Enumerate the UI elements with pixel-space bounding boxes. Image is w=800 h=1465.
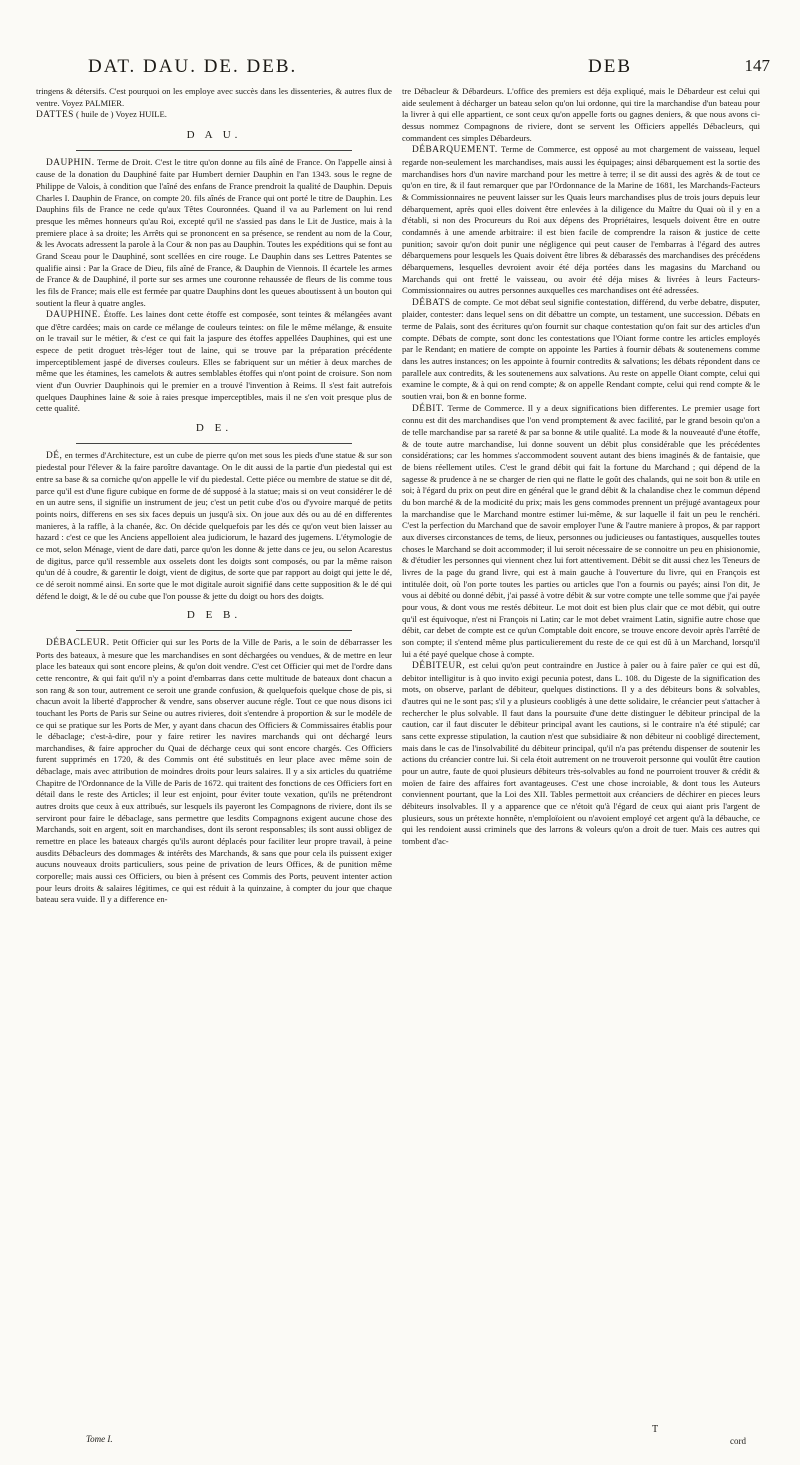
- entry-headword: DÉBIT.: [412, 403, 445, 414]
- entry-text: en termes d'Architecture, est un cube de pierre qu'on met sous les pieds d'une statue & sur son piedestal pour l'élever & la faire paroître davantage. On le dit aussi de la partie d'un piedestal qui est entre sa base & sa corniche qu'on appelle le vif du piedestal. Cette piéce ou membre de statue se dit dé, parce qu'il est d'une figure cubique en forme de dé supposé à la statue; mais si on veut considérer le dé en un autre sens, il signifie un instrument de jeu; c'est un petit cube d'os ou d'yvoire marqué de petits points noirs, differens en ses six faces depuis un jusqu'à six. On joue aux dés ou au dé en differentes manieres, à la raffle, à la chanée, &c. On décide quelquefois par les dés ce qu'on veut bien laisser au hazard : c'est ce que les Anciens appelloient alea judiciorum, le hazard des jugemens. L'étymologie de ce mot, selon Ménage, vient de dare dati, parce qu'on les donne & jette dans ce jeu, ou selon Acarestus de digitus, parce qu'il ressemble aux osselets dont les doigts sont composés, ou par la même raison qu'un dé à coudre, & garentir le doigt, vient de digitus, de sorte que par rapport au doigt qui jette le dé, ce dé seroit nommé ainsi. En sorte que le mot digitale auroit signifié dans cette supposition & le dé qui défend le doigt, & le dé ou cube que l'on pousse & jette du doigt ou hors des doigts.: [36, 449, 392, 601]
- dictionary-entry: [402, 297, 760, 403]
- entry-headword: DÉBARQUEMENT.: [412, 145, 498, 156]
- entry-headword: DÉ,: [46, 450, 63, 461]
- entry-text: est celui qu'on peut contraindre en Justice à païer ou à faire païer ce qui est dû, debitor intelligitur is à quo invito exigi pecunia potest, dans L. 108. du Digeste de la signification des mots, on observe, parlant de débiteur, quelques distinctions. Il y a des débiteurs bons & solvables, d'autres qui ne le sont pas; s'il y a plusieurs coobligés à une dette solidaire, le créancier peut s'attacher à rechercher le plus solvable. Il faut dans la poursuite d'une dette distinguer le débiteur principal de la caution, car il faut discuter le débiteur principal avant les cautions, si le contraire n'a été stipulé; car sans cette expresse stipulation, la caution n'est que subsidiaire & non débiteur ni coobligé directement, mais dans le cas de l'insolvabilité du débiteur principal, qu'il n'a pas prétendu dispenser de soutenir les actions du créancier contre lui. Si cela étoit autrement on ne trouveroit personne qui voulût être caution pour un autre, faute de quoi plusieurs débiteurs très-solvables au fond ne pourroient trouver & crédit & moïen de faire des affaires fort avantageuses. C'est une chose incroiable, & dont tous les Auteurs conviennent pourtant, que la Loi des XII. Tables permettoit aux créanciers de déchirer en pieces leurs débiteurs insolvables. Il y a apparence que ce n'étoit qu'à l'égard de ceux qui aiant pris l'argent de plusieurs, sous un prétexte honnête, n'emploïoient ou n'avoient employé cet argent qu'à la débauche, ce qui les rendoient aussi criminels que des larrons & voleurs qu'on a droit de tuer. Mais ces autres qui tombent d'ac-: [402, 660, 760, 846]
- page-number: 147: [744, 56, 770, 75]
- section-heading: D A U.: [186, 128, 242, 141]
- entry-text: Terme de Droit. C'est le titre qu'on donne au fils aîné de France. On l'appelle ainsi à cause de la donation du Dauphiné faite par Humbert dernier Dauphin en l'an 1343. sous le regne de Philippe de Valois, à condition que l'aîné des enfans de France prendroit la qualité de Dauphin. Depuis Charles I. Dauphin de France, on compte 20. fils aînés de France qui ont porté le titre de Dauphin. Les Dauphins fils de France ne cede qu'aux Têtes Couronnées. Quand il va au Parlement on lui rend presque les mêmes honneurs qu'au Roi, excepté qu'il ne s'assied pas dans le Lit de Justice, mais à la premiere place à sa droite; les Arrêts qui se prononcent en sa présence, se rendent au nom de la Cour, & les Avocats adressent la parole à la Cour & non pas au Dauphin. Toutes les expéditions qui se font au Grand Sceau pour le Dauphiné, sont scellées en cire rouge. Le Dauphin dans ses Lettres Patentes se qualifie ainsi : Par la Grace de Dieu, fils aîné de France, & Dauphin de Viennois. Il écartele les armes de France & de Dauphiné, il porte sur ses armes une couronne rehaussée de fleurs de lis comme tous les fils de France; mais elle est fermée par quatre Dauphins dont les queues aboutissent à un bouton qui soutient la fleur à quatre angles.: [36, 156, 392, 308]
- running-header: [40, 56, 770, 84]
- entry-text: ( huile de ) Voyez HUILE.: [73, 109, 167, 120]
- entry-text: Petit Officier qui sur les Ports de la Ville de Paris, a le soin de débarrasser les Ports des bateaux, à mesure que les marchandises en sont déchargées ou vendues, & de mettre en leur place les bateaux qui sont encore pleins, & qu'on doit vendre. C'est cet Officier qui met de l'ordre dans cette rencontre, & qui fait qu'il n'y a point d'embarras dans cette multitude de bateaux dont chacun a son rang & son tour, autrement ce seroit une grande confusion, & quelquefois quelque chose de pis, si chacun avoit la liberté d'approcher & vendre, sans observer aucune régle. Tout ce que nous disons ici touchant les Ports de Paris sur Seine ou autres rivieres, doit s'entendre à proportion & sur le modéle de ce qui se pratique sur les Ports de Mer, y ayant dans chacun des Officiers & Commissaires établis pour le débaclage; c'est-à-dire, pour y faire retirer les navires marchands qui ont déchargé leurs marchandises, & faire approcher du Quai de décharge ceux qui sont encore chargés. Ces Officiers furent supprimés en 1720, & des Commis ont été substitués en leur place avec même soin de débaclage, mais avec attribution de moindres droits pour leurs salaires. Il y a six articles du quatriéme Chapitre de l'Ordonnance de la Ville de Paris de 1672. qui traitent des fonctions de ces Officiers fort en détail dans le reste des Articles; il leur est enjoint, pour éviter toute vexation, qu'ils ne prétendront autres droits que ceux à eux attribués, sur lesquels ils payeront les Compagnons de riviere, dont ils se serviront pour faire le débaclage, sans permettre que lesdits Compagnons exigent aucune chose des Marchands, soit en argent, soit en marchandises, dont ils seront responsables; ils sont aussi obligez de remettre en place les bateaux chargés qu'ils auront déplacés pour faciliter leur propre travail, à peine ausdits Débacleurs des dommages & intérêts des Marchands, & sans que pour cela ils puissent exiger aucuns nouveaux droits particuliers, sous peine de privation de leurs Offices, & de punition même corporelle; mais aussi ces Officiers, ou bien à présent ces Commis des Ports, peuvent intenter action pour leurs droits & salaires légitimes, ce qui est réduit à la quinzaine, à compter du jour que chaque bateau sera vuide. Il y a difference en-: [36, 636, 392, 905]
- section-rule: [76, 150, 352, 151]
- entry-headword: DAUPHIN.: [46, 157, 95, 168]
- entry-headword: DÉBITEUR,: [412, 661, 466, 672]
- header-left: DAT. DAU. DE. DEB.: [88, 56, 298, 77]
- entry-text: de compte. Ce mot débat seul signifie contestation, différend, du verbe debatre, disputer, plaider, contester: dans lequel sens on dit débattre un compte, un testament, une succession. Débats en terme de Palais, sont des écritures qu'on fournit sur chaque contestation qu'on fait sur des articles d'un compte. Débats de compte, sont donc les contestations que l'Oiant forme contre les articles employés par le Rendant; en matiere de compte on appointe les Parties à fournir débats & soutenemens comme dans les autres instances; on les appointe à fournir contredits & salvations; les débats répondent dans ce parallele aux contredits, & les soutenemens aux salvations. Au reste on appelle Oiant compte, celui qui examine le compte, & à qui on rend compte; & on appelle Rendant compte, celui qui rend compte & le soutien vrai, bon & en bonne forme.: [402, 296, 760, 402]
- tome-label: Tome I.: [86, 1434, 113, 1444]
- dictionary-entry: [402, 403, 760, 660]
- dictionary-entry: [36, 157, 392, 310]
- entry-headword: DÉBACLEUR.: [46, 637, 110, 648]
- dictionary-entry: [402, 144, 760, 297]
- dictionary-entry: [36, 86, 392, 109]
- dictionary-entry: [36, 637, 392, 906]
- left-column: [36, 86, 392, 906]
- header-right: DEB: [588, 56, 632, 77]
- entry-text: tringens & détersifs. C'est pourquoi on les employe avec succès dans les dissenteries, & autres flux de ventre. Voyez PALMIER.: [36, 86, 392, 108]
- right-column: [402, 86, 760, 848]
- dictionary-entry: [402, 660, 760, 848]
- entry-headword: DATTES: [36, 110, 74, 121]
- entry-text: Terme de Commerce. Il y a deux significations bien differentes. Le premier usage fort connu est dit des marchandises que l'on vend promptement & avec facilité, par le grand besoin qu'on a de telle marchandise par sa rareté & par sa bonne & utile qualité. La mode & la nouveauté d'une étoffe, & de toute autre marchandise, lui donne souvent un débit plus considérable que les précédentes considérations; car les hommes s'accommodent souvent autant des biens imaginés & de fantaisie, que de biens réellement utiles. C'est le grand débit qui fait la fortune du Marchand ; qui dépend de la sagesse & prudence à ne se charger de rien qui ne flatte le goût des chalands, qui ne soit bon & utile en soi; à l'égard du prix on peut dire en général que le grand débit & la chalandise chez le commun dépend du bon marché & de la modicité du prix; mais les gens commodes prennent un préjugé avantageux pour la marchandise que le Marchand montre estimer lui-même, & sur laquelle il fait un peu le renchéri. C'est la perfection du Marchand que de savoir employer l'une & l'autre maniere à propos, & par rapport aux diverses circonstances de tems, de lieux, personnes ou judicieuses ou fantastiques, ausquelles toutes choses le Marchand se doit accommoder; il lui seroit nécessaire de se connoitre un peu en phisionomie, & d'étudier les personnes qui viennent chez lui fort attentivement. Débit se dit aussi chez les Teneurs de livres de la page du grand livre, qui est à main gauche à l'ouverture du livre, qui en François est intitulée doit, où l'on porte toutes les parties ou articles que l'on a fournis ou payés; ainsi l'on dit, Je vous ai débité ou donné débit, j'ai passé à votre débit & sur votre compte une telle somme que j'ai payée pour vous, & dont vous me restés débiteur. Le mot doit est bien plus clair que ce mot débit, qui outre qu'il est équivoque, n'est ni François ni Latin; car le mot debet vraiment Latin, signifie autre chose que débit, car debet de compte est ce qu'un Comptable doit encore, se trouve encore devoir après l'arrêté de son compte; il s'entend même plus particulierement du reste de ce qui est dû à un Marchand, lorsqu'il lui a été payé quelque chose à compte.: [402, 402, 760, 659]
- section-rule: [76, 443, 352, 444]
- catchword: cord: [730, 1436, 746, 1446]
- entry-headword: DÉBATS: [412, 297, 451, 308]
- dictionary-entry: [36, 109, 392, 122]
- dictionary-entry: [36, 450, 392, 603]
- dictionary-entry: [36, 309, 392, 415]
- section-heading: D E.: [195, 422, 233, 435]
- entry-text: tre Débacleur & Débardeurs. L'office des premiers est déja expliqué, mais le Débardeur est celui qui aide seulement à décharger un bateau selon qu'on lui ordonne, qui tire la marchandise d'un bateau pour la livrer à qui elle appartient, ce sont ceux qu'on appelle forts ou gagnes deniers, & que nous avons ci-dessus nommez Compagnons de riviere, dont se servent les Officiers appellés Débacleurs, qui commandent ces simples Débardeurs.: [402, 86, 760, 143]
- signature-mark: T: [652, 1424, 659, 1435]
- section-heading: D E B.: [186, 609, 242, 622]
- section-rule: [76, 630, 352, 631]
- entry-text: Terme de Commerce, est opposé au mot chargement de vaisseau, lequel regarde non-seulement les marchandises, mais aussi les équipages; ainsi débarquement est la sortie des marchandises hors d'un navire marchand pour les mettre à terre; il se dit aussi des agrès & de tout ce qu'on en tire, & il faut remarquer que par l'Ordonnance de la Marine de 1681, les Marchands-Facteurs & Commissionnaires ne peuvent laisser sur les Quais leurs marchandises plus de trois jours depuis leur débarquement, après quoi elles doivent être enlevées à la diligence du Maître du Quai où il y en a d'établi, si non des Procureurs du Roi aux dépens des Propriétaires, lesquels doivent être en outre condamnés à une amende arbitraire: il est bien facile de comprendre la raison & justice de cette punition; savoir qu'on doit punir une négligence qui peut causer de l'embarras à l'égard des autres débarquemens pour lesquels les Quais doivent être libres & débarassés des marchandises des précédens débarquemens, lesquelles devroient avoir été déja portées dans les magasins du Marchand ou Marchands qui ont fretté le vaisseau, ou avoir été déja mises & livrées à leurs Facteurs-Commissionnaires ou autres personnes auxquelles ces marchandises ont été adressées.: [402, 144, 760, 296]
- entry-headword: DAUPHINE.: [46, 310, 101, 321]
- dictionary-entry: [402, 86, 760, 144]
- entry-text: Étoffe. Les laines dont cette étoffe est composée, sont teintes & mélangées avant que d'être cardées; mais on carde ce mélange de couleurs teintes: on file le même mélange, & ensuite on le travail sur le métier, & c'est ce qui fait la jaspure des étoffes appellées Dauphines, qui est une espece de petit droguet très-léger tout de laine, qui se trouve par la préparation précédente imperceptiblement jaspé de diverses couleurs. Elles se fabriquent sur un métier à deux marches de même que les étamines, les camelots & autres semblables étoffes qui n'ont point de croisure. Son nom vient d'un Ouvrier Dauphinois qui le premier en a trouvé l'invention à Reims. Il s'est fait autrefois quelques Dauphines laine & soie à raies presque imperceptibles, mais il ne s'en voit presque plus de cette qualité.: [36, 309, 392, 414]
